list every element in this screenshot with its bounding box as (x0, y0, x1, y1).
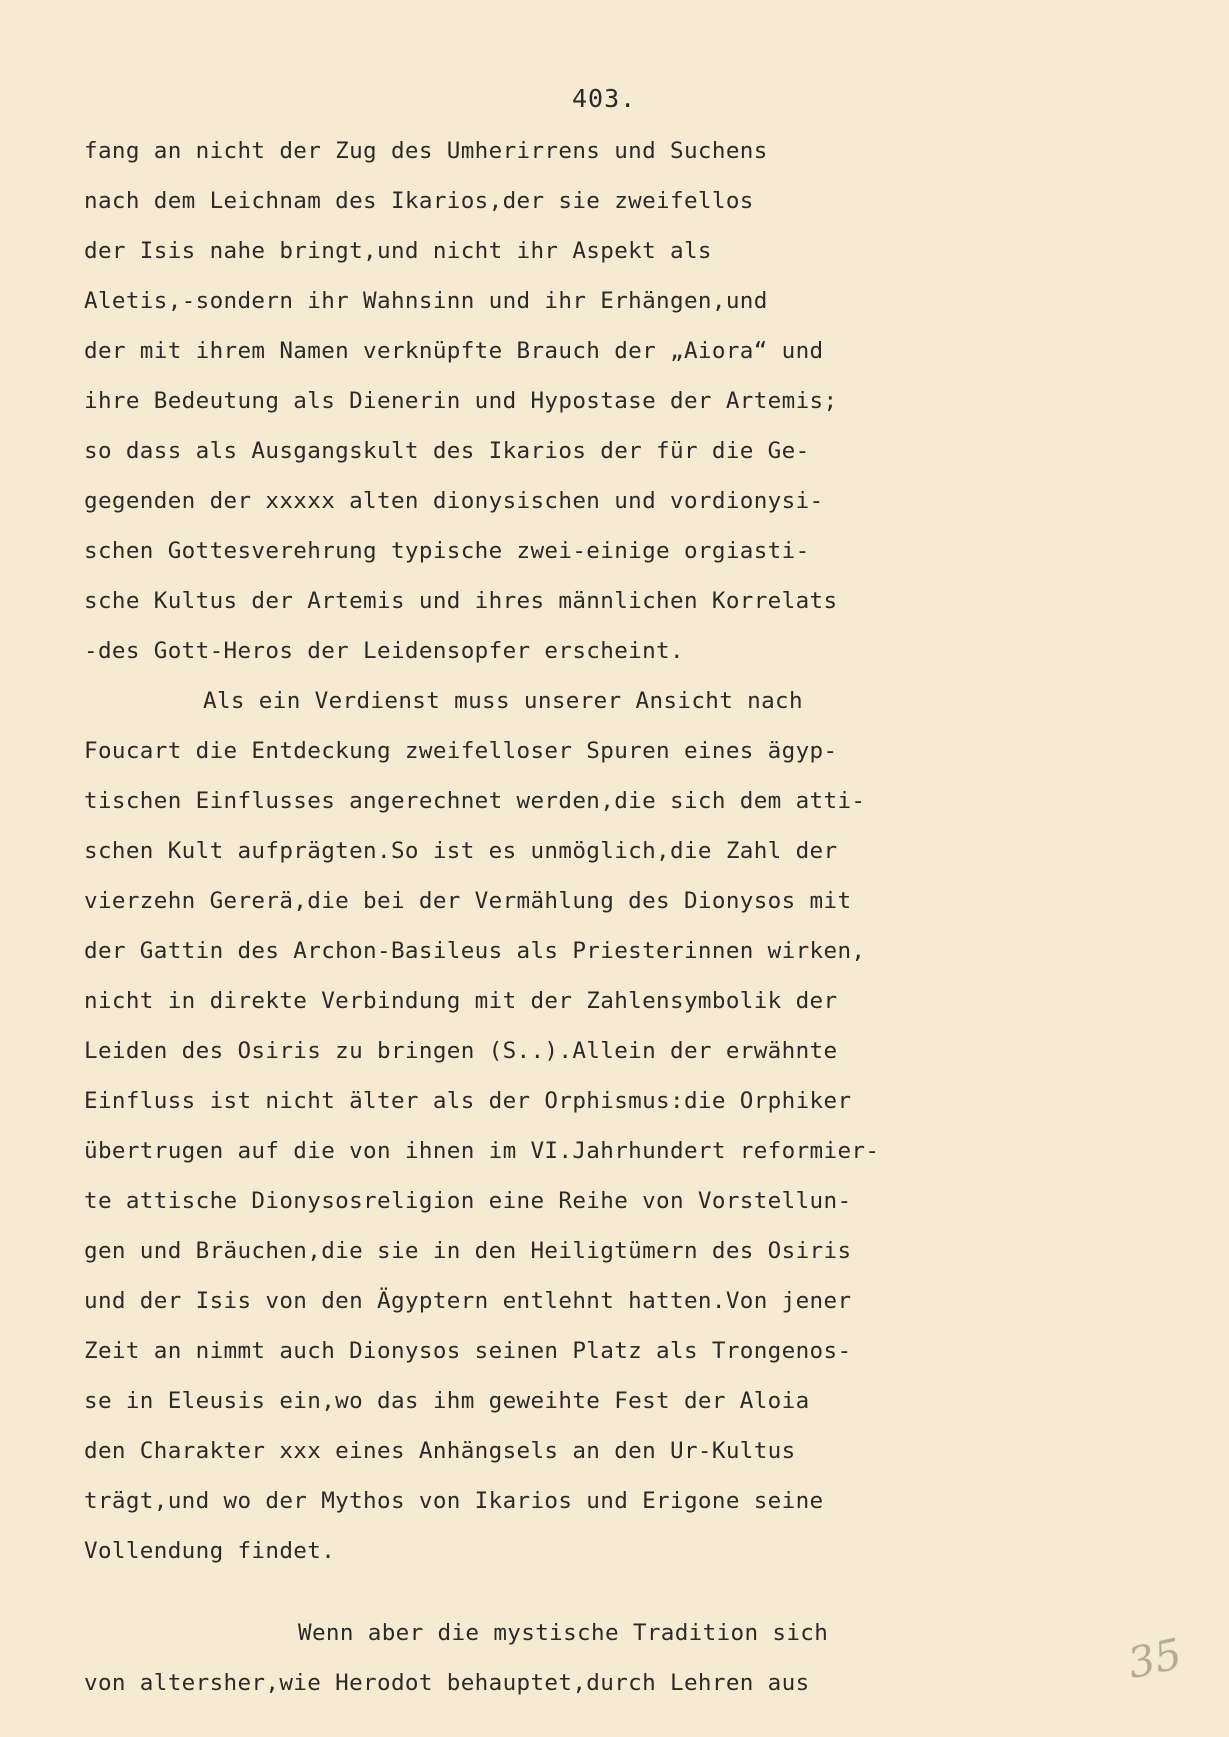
text-line: ihre Bedeutung als Dienerin und Hypostase der Artemis; (84, 388, 838, 414)
text-line: -des Gott-Heros der Leidensopfer erscheint. (84, 638, 684, 664)
text-line: gegenden der xxxxx alten dionysischen und vordionysi- (84, 488, 824, 514)
text-line: der Gattin des Archon-Basileus als Priesterinnen wirken, (84, 938, 866, 964)
text-line: gen und Bräuchen,die sie in den Heiligtümern des Osiris (84, 1238, 852, 1264)
text-line: schen Kult aufprägten.So ist es unmöglich,die Zahl der (84, 838, 838, 864)
text-line: te attische Dionysosreligion eine Reihe von Vorstellun- (84, 1188, 852, 1214)
paragraph-1 (84, 126, 1094, 676)
text-line: übertrugen auf die von ihnen im VI.Jahrhundert reformier- (84, 1138, 880, 1164)
text-line: nach dem Leichnam des Ikarios,der sie zweifellos (84, 188, 754, 214)
text-line: schen Gottesverehrung typische zwei-einige orgiasti- (84, 538, 810, 564)
text-line: und der Isis von den Ägyptern entlehnt hatten.Von jener (84, 1288, 852, 1314)
paragraph-spacer (84, 1576, 1094, 1608)
text-line: den Charakter xxx eines Anhängsels an den Ur-Kultus (84, 1438, 796, 1464)
text-line: Aletis,-sondern ihr Wahnsinn und ihr Erhängen,und (84, 288, 768, 314)
text-line: so dass als Ausgangskult des Ikarios der für die Ge- (84, 438, 810, 464)
body-text (84, 126, 1094, 1708)
text-line: Wenn aber die mystische Tradition sich (298, 1620, 829, 1646)
text-line: trägt,und wo der Mythos von Ikarios und Erigone seine (84, 1488, 824, 1514)
text-line: Zeit an nimmt auch Dionysos seinen Platz als Trongenos- (84, 1338, 852, 1364)
text-line: vierzehn Gererä,die bei der Vermählung des Dionysos mit (84, 888, 852, 914)
text-line: tischen Einflusses angerechnet werden,die sich dem atti- (84, 788, 866, 814)
text-line: se in Eleusis ein,wo das ihm geweihte Fest der Aloia (84, 1388, 810, 1414)
text-line: der Isis nahe bringt,und nicht ihr Aspekt als (84, 238, 712, 264)
text-line: Foucart die Entdeckung zweifelloser Spuren eines ägyp- (84, 738, 838, 764)
text-line: von altersher,wie Herodot behauptet,durch Lehren aus (84, 1670, 810, 1696)
page-number: 403. (572, 84, 637, 113)
text-line: sche Kultus der Artemis und ihres männlichen Korrelats (84, 588, 838, 614)
text-line: Leiden des Osiris zu bringen (S..).Allein der erwähnte (84, 1038, 838, 1064)
text-line: Vollendung findet. (84, 1538, 336, 1564)
paragraph-3 (84, 1608, 1094, 1708)
folio-mark: 35 (1123, 1628, 1186, 1689)
paragraph-2 (84, 676, 1094, 1576)
text-line: der mit ihrem Namen verknüpfte Brauch der „Aiora“ und (84, 338, 824, 364)
text-line: fang an nicht der Zug des Umherirrens und Suchens (84, 138, 768, 164)
text-line: nicht in direkte Verbindung mit der Zahlensymbolik der (84, 988, 838, 1014)
text-line: Einfluss ist nicht älter als der Orphismus:die Orphiker (84, 1088, 852, 1114)
text-line: Als ein Verdienst muss unserer Ansicht nach (203, 688, 803, 714)
